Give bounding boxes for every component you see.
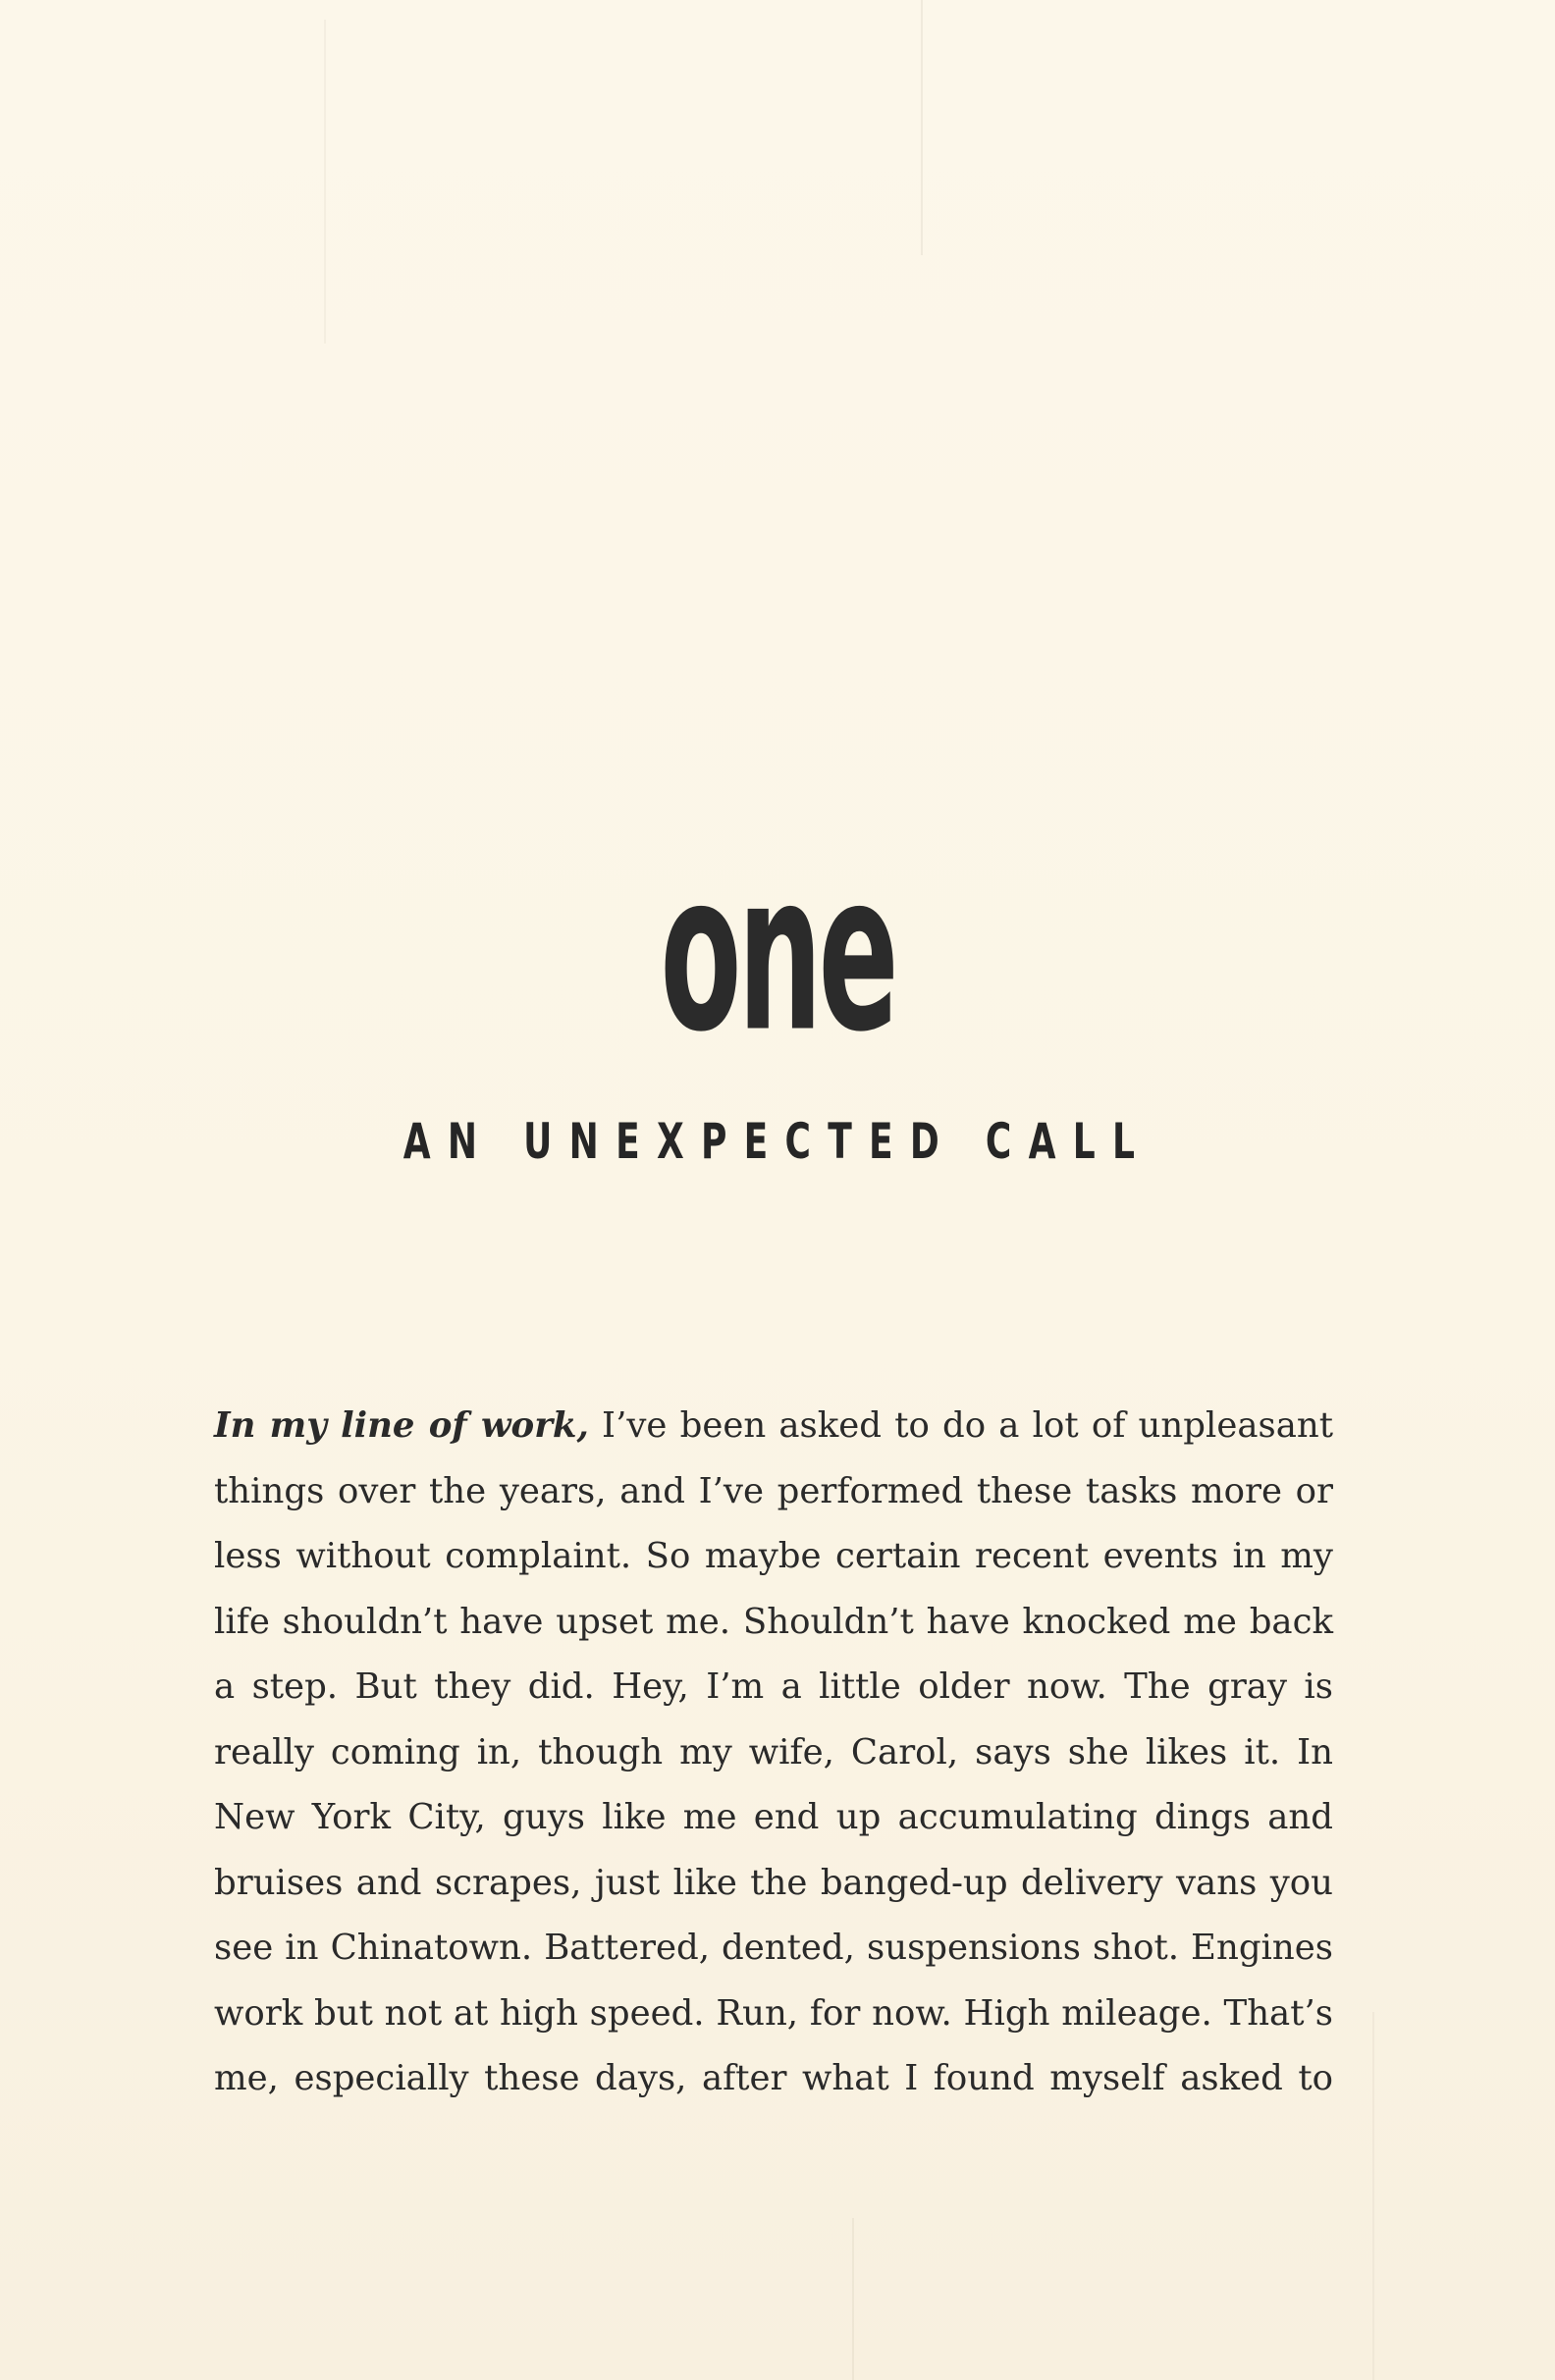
text-line: life shouldn’t have upset me. Shouldn’t have knocked me back (214, 1601, 1333, 1642)
text-line: see in Chinatown. Battered, dented, suspensions shot. Engines (214, 1928, 1333, 1968)
text-line: me, especially these days, after what I found myself asked to (214, 2058, 1333, 2098)
text-line: New York City, guys like me end up accumulating dings and (214, 1797, 1333, 1837)
run-in-heading: In my line of work, (214, 1405, 589, 1446)
scan-mark (324, 20, 326, 344)
scan-mark (1372, 2012, 1374, 2380)
text-line: less without complaint. So maybe certain recent events in my (214, 1536, 1333, 1576)
text-line: things over the years, and I’ve performed these tasks more or (214, 1470, 1333, 1511)
text-line-content: I’ve been asked to do a lot of unpleasant (588, 1405, 1334, 1446)
scan-mark (921, 0, 923, 255)
text-line (214, 1394, 1333, 1459)
scan-mark (852, 2218, 854, 2380)
text-line: bruises and scrapes, just like the banged-up delivery vans you (214, 1862, 1333, 1903)
chapter-number: one (660, 825, 895, 1080)
text-line: a step. But they did. Hey, I’m a little older now. The gray is (214, 1666, 1333, 1707)
body-paragraph (214, 1394, 1333, 2112)
chapter-title: AN UNEXPECTED CALL (402, 1113, 1153, 1170)
text-line: really coming in, though my wife, Carol, says she likes it. In (214, 1731, 1333, 1772)
text-line: work but not at high speed. Run, for now. High mileage. That’s (214, 1992, 1333, 2034)
